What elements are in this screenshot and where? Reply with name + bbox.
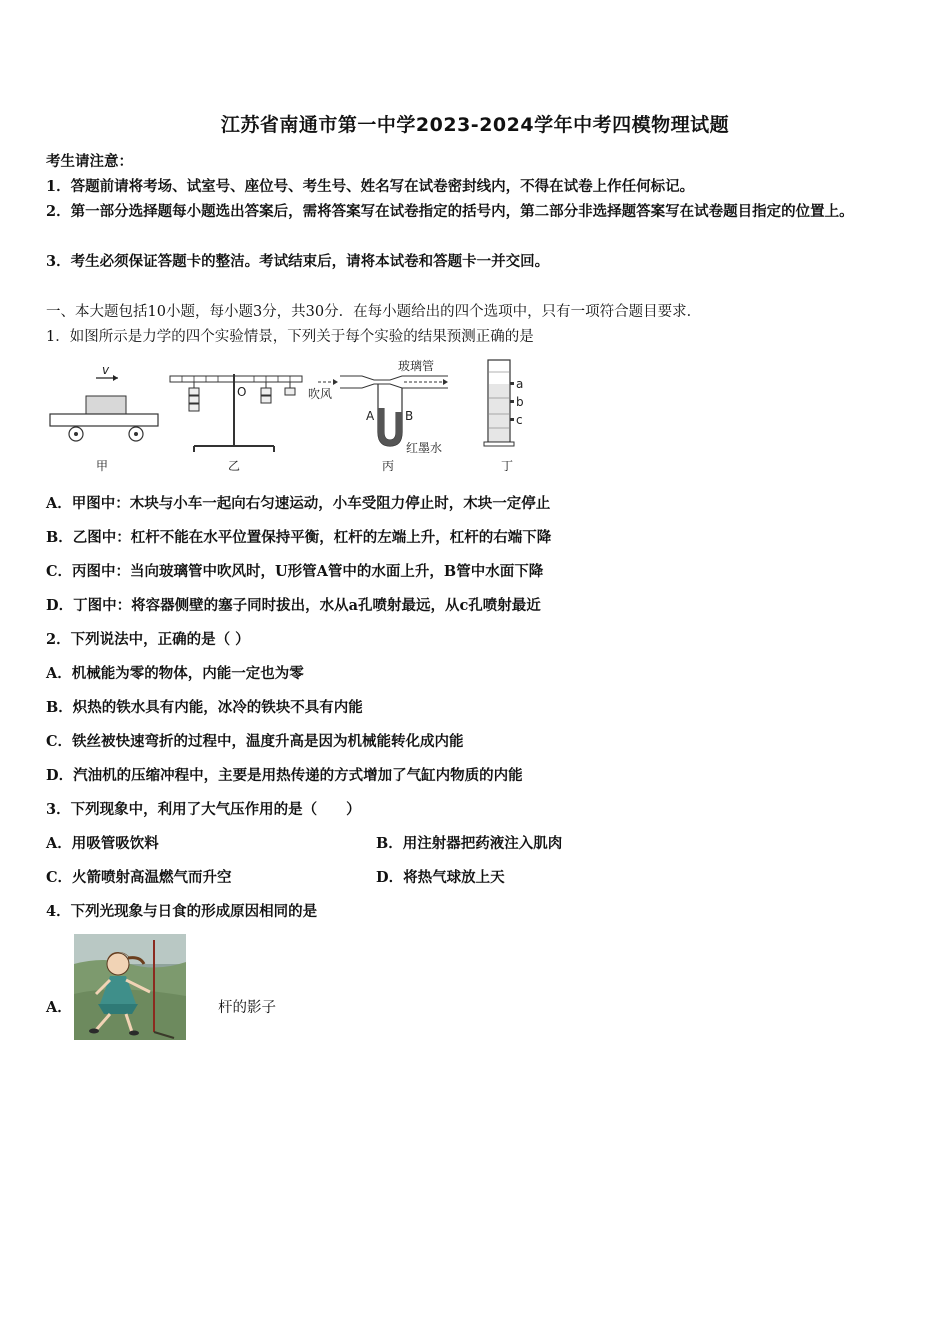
notice-item-2: 2．第一部分选择题每小题选出答案后，需将答案写在试卷指定的括号内，第二部分非选择题答案写在试卷题目指定的位置上。: [46, 203, 854, 220]
label-a-tube: A: [366, 409, 375, 423]
girl-pole-shadow-image: [74, 934, 186, 1040]
q3-option-d: D．将热气球放上天: [376, 869, 505, 886]
figure-yi: [170, 374, 302, 473]
q2-option-d: D．汽油机的压缩冲程中，主要是用热传递的方式增加了气缸内物质的内能: [46, 767, 523, 784]
section-heading: 一、本大题包括10小题，每小题3分，共30分．在每小题给出的四个选项中，只有一项符合题目要求．: [46, 304, 702, 320]
label-b-tube: B: [405, 409, 414, 423]
page-title: 江苏省南通市第一中学2023-2024学年中考四模物理试题: [220, 114, 730, 136]
q1-option-a: A．甲图中：木块与小车一起向右匀速运动，小车受阻力停止时，木块一定停止: [46, 495, 551, 512]
caption-jia: 甲: [96, 459, 109, 473]
q1-option-b: B．乙图中：杠杆不能在水平位置保持平衡，杠杆的左端上升，杠杆的右端下降: [46, 529, 552, 546]
notice-heading: 考生请注意：: [46, 153, 133, 170]
q2-stem: 2．下列说法中，正确的是（ ）: [46, 631, 250, 648]
q1-stem: 1．如图所示是力学的四个实验情景，下列关于每个实验的结果预测正确的是: [46, 329, 534, 345]
q4-option-a-text: 杆的影子: [218, 1000, 276, 1016]
label-hole-b: b: [516, 395, 524, 409]
caption-bing: 丙: [382, 459, 395, 473]
cart: [50, 414, 158, 426]
q2-option-c: C．铁丝被快速弯折的过程中，温度升高是因为机械能转化成内能: [46, 733, 464, 750]
caption-ding: 丁: [501, 459, 514, 473]
block: [86, 396, 126, 414]
figure-jia: [50, 363, 158, 473]
q4-option-a-letter: A．: [46, 999, 72, 1016]
q3-option-b: B．用注射器把药液注入肌肉: [376, 835, 563, 852]
label-blow: 吹风: [308, 387, 333, 401]
notice-item-3: 3．考生必须保证答题卡的整洁。考试结束后，请将本试卷和答题卡一并交回。: [46, 253, 550, 270]
label-red-ink: 红墨水: [406, 441, 443, 455]
caption-yi: 乙: [228, 459, 241, 473]
q1-option-c: C．丙图中：当向玻璃管中吹风时，U形管A管中的水面上升，B管中水面下降: [46, 563, 544, 580]
label-v: v: [102, 363, 110, 377]
q2-option-b: B．炽热的铁水具有内能，冰冷的铁块不具有内能: [46, 699, 363, 716]
label-glass-tube: 玻璃管: [398, 359, 435, 373]
q3-stem: 3．下列现象中，利用了大气压作用的是（ ）: [46, 801, 361, 818]
figure-ding: [484, 360, 524, 473]
figure-bing: [308, 358, 448, 473]
q3-option-c: C．火箭喷射高温燃气而升空: [46, 869, 232, 886]
q1-figure: [44, 354, 544, 478]
label-hole-c: c: [516, 413, 523, 427]
label-o: O: [237, 385, 247, 399]
q2-option-a: A．机械能为零的物体，内能一定也为零: [46, 665, 304, 682]
label-hole-a: a: [516, 377, 524, 391]
q1-option-d: D．丁图中：将容器侧壁的塞子同时拔出，水从a孔喷射最远，从c孔喷射最近: [46, 597, 541, 614]
q4-stem: 4．下列光现象与日食的形成原因相同的是: [46, 903, 318, 920]
q3-option-a: A．用吸管吸饮料: [46, 835, 159, 852]
notice-item-1: 1．答题前请将考场、试室号、座位号、考生号、姓名写在试卷密封线内，不得在试卷上作任何标记。: [46, 178, 695, 195]
